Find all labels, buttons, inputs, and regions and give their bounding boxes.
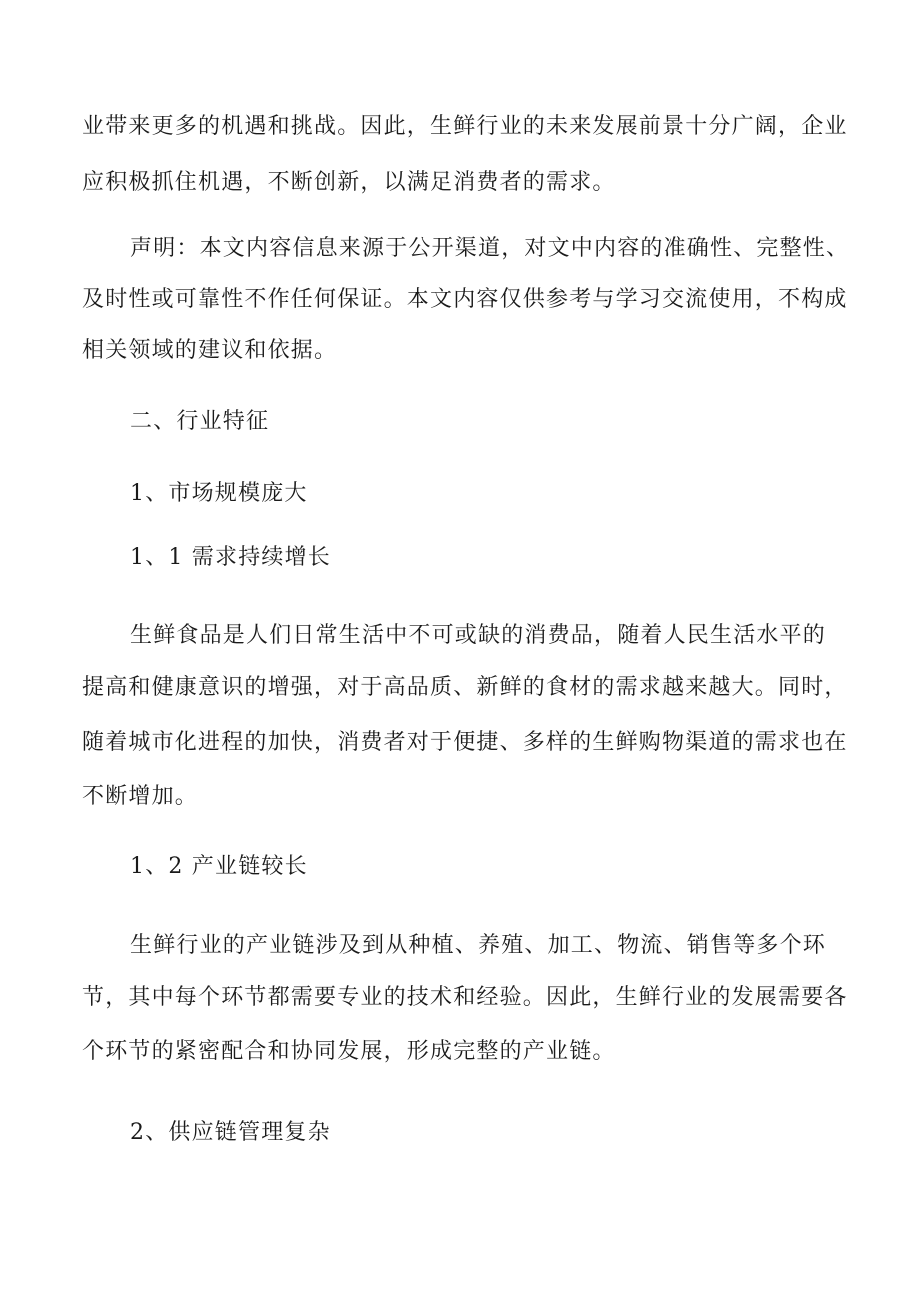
paragraph-line: 应积极抓住机遇，不断创新，以满足消费者的需求。 bbox=[82, 170, 616, 195]
disclaimer-line: 相关领域的建议和依据。 bbox=[82, 338, 338, 363]
paragraph-line: 随着城市化进程的加快，消费者对于便捷、多样的生鲜购物渠道的需求也在 bbox=[82, 730, 848, 755]
paragraph-line: 不断增加。 bbox=[82, 784, 199, 809]
subsection-heading: 1、1 需求持续增长 bbox=[130, 545, 331, 570]
paragraph-line: 生鲜行业的产业链涉及到从种植、养殖、加工、物流、销售等多个环 bbox=[130, 933, 827, 958]
paragraph-line: 个环节的紧密配合和协同发展，形成完整的产业链。 bbox=[82, 1039, 616, 1064]
subsection-heading: 2、供应链管理复杂 bbox=[130, 1120, 331, 1145]
paragraph-line: 业带来更多的机遇和挑战。因此，生鲜行业的未来发展前景十分广阔，企业 bbox=[82, 114, 848, 139]
disclaimer-line: 声明：本文内容信息来源于公开渠道，对文中内容的准确性、完整性、 bbox=[130, 236, 850, 261]
section-heading: 二、行业特征 bbox=[130, 409, 270, 434]
paragraph-line: 提高和健康意识的增强，对于高品质、新鲜的食材的需求越来越大。同时， bbox=[82, 675, 848, 700]
disclaimer-line: 及时性或可靠性不作任何保证。本文内容仅供参考与学习交流使用，不构成 bbox=[82, 287, 848, 312]
subsection-heading: 1、市场规模庞大 bbox=[130, 481, 308, 506]
paragraph-line: 节，其中每个环节都需要专业的技术和经验。因此，生鲜行业的发展需要各 bbox=[82, 985, 848, 1010]
subsection-heading: 1、2 产业链较长 bbox=[130, 854, 308, 879]
paragraph-line: 生鲜食品是人们日常生活中不可或缺的消费品，随着人民生活水平的 bbox=[130, 623, 827, 648]
